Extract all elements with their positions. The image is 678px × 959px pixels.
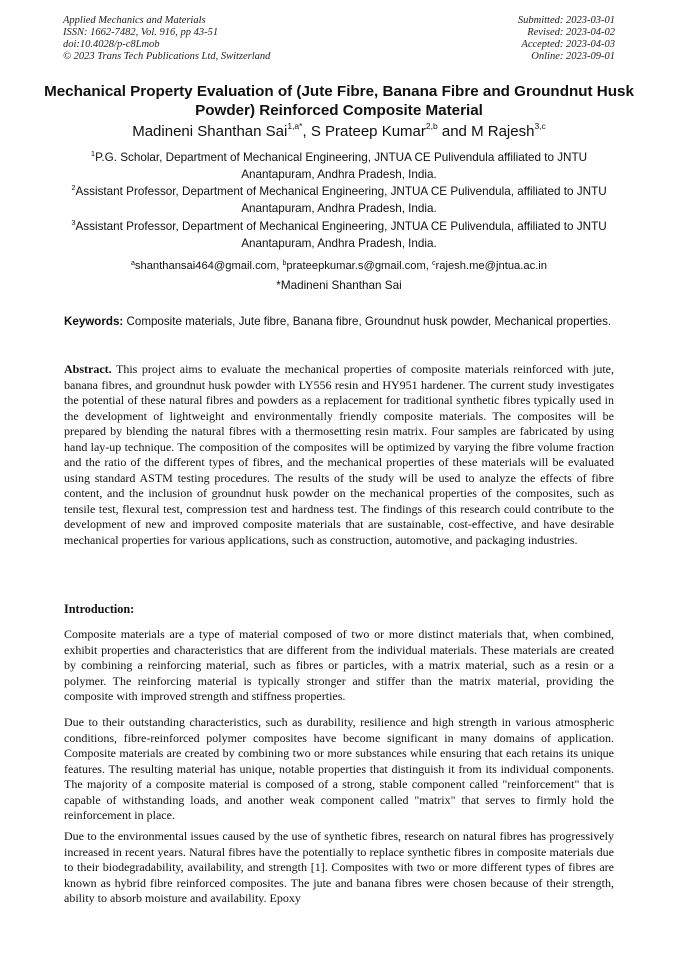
keywords-paragraph <box>64 314 614 330</box>
accepted-date: Accepted: 2023-04-03 <box>521 39 615 50</box>
author-separator: , <box>302 123 311 140</box>
author-2-marker: 2,b <box>425 121 438 131</box>
author-1-name: Madineni Shanthan Sai <box>132 123 288 140</box>
revised-date: Revised: 2023-04-02 <box>527 27 615 38</box>
intro-paragraph-3: Due to the environmental issues caused by the use of synthetic fibres, research on natural fibres has progressively increased in recent years. Natural fibres have the potentially to replace synthetic fibres in composite materials due to their biodegradability, availability, and strength [1]. Composites with two or more different types of fibres are known as hybrid fibre reinforced composites. The jute and banana fibres were chosen because of their strength, ability to absorb moisture and availability. Epoxy <box>64 829 614 905</box>
affiliation-3 <box>64 219 614 252</box>
affiliation-text: Assistant Professor, Department of Mechanical Engineering, JNTUA CE Pulivendula, affiliated to JNTU Anantapuram, Andhra Pradesh, India. <box>75 220 607 250</box>
abstract-text: This project aims to evaluate the mechanical properties of composite materials reinforced with jute, banana fibres, and groundnut husk powder with LY556 resin and HY951 hardener. The current study investigates the potential of these natural fibres and powders as a replacement for traditional synthetic fibres typically used in the development of lightweight and environmentally friendly composite materials. The composites will be prepared by blending the natural fibres with a thermosetting resin matrix. Four samples are fabricated by using hand lay-up technique. The composition of the composites will be optimized by varying the fibre volume fraction and the ratio of the different types of fibres, and the mechanical properties of these materials will be evaluated using standard ASTM testing procedures. The results of the study will be used to analyze the effects of fibre content, and the inclusion of groundnut husk powder on the mechanical properties of the composites, such as tensile test, flexural test, compression test and hardness test. The findings of this research could contribute to the development of new and improved composite materials that are sustainable, cost-effective, and have desirable mechanical properties for various applications, such as construction, automotive, and packaging industries. <box>64 362 614 547</box>
corresponding-author: *Madineni Shanthan Sai <box>276 279 402 292</box>
keywords-text: Composite materials, Jute fibre, Banana fibre, Groundnut husk powder, Mechanical properties. <box>123 315 612 328</box>
intro-paragraph-1: Composite materials are a type of material composed of two or more distinct materials that, when combined, exhibit properties and characteristics that are different from the individual materials. These materials are created by combining a reinforcing material, such as fibres or particles, with a matrix material, such as a resin or a polymer. The reinforcing material is typically stronger and stiffer than the matrix material, providing the composite with improved strength and stiffness properties. <box>64 627 614 703</box>
abstract-label: Abstract. <box>64 362 112 376</box>
doi-line[interactable]: doi:10.4028/p-c8Lmob <box>63 39 160 50</box>
affiliation-2 <box>64 184 614 217</box>
affiliation-text: P.G. Scholar, Department of Mechanical Engineering, JNTUA CE Pulivendula affiliated to JNTU Anantapuram, Andhra Pradesh, India. <box>95 151 588 181</box>
submitted-date: Submitted: 2023-03-01 <box>517 15 615 26</box>
abstract-paragraph <box>64 362 614 548</box>
author-2-name: S Prateep Kumar <box>310 123 426 140</box>
author-3-name: M Rajesh <box>471 123 535 140</box>
email-marker: c <box>432 260 436 267</box>
issn-line: ISSN: 1662-7482, Vol. 916, pp 43-51 <box>63 27 219 38</box>
affiliation-1 <box>64 150 614 183</box>
author-list <box>40 122 638 142</box>
online-date: Online: 2023-09-01 <box>531 51 615 62</box>
journal-name: Applied Mechanics and Materials <box>63 15 206 26</box>
affiliation-text: Assistant Professor, Department of Mechanical Engineering, JNTUA CE Pulivendula, affiliated to JNTU Anantapuram, Andhra Pradesh, India. <box>75 185 607 215</box>
publication-dates <box>518 15 615 63</box>
section-heading-introduction: Introduction: <box>64 602 135 616</box>
affiliation-number: 1 <box>90 149 96 158</box>
email-b[interactable]: prateepkumar.s@gmail.com, <box>286 260 433 272</box>
journal-info <box>63 15 270 63</box>
email-a[interactable]: shanthansai464@gmail.com, <box>134 260 283 272</box>
affiliation-number: 2 <box>71 183 76 192</box>
affiliation-number: 3 <box>71 218 76 227</box>
author-separator: and <box>437 123 472 140</box>
paper-title: Mechanical Property Evaluation of (Jute Fibre, Banana Fibre and Groundnut Husk Powder) Reinforced Composite Material <box>44 83 634 119</box>
author-1-marker: 1,a* <box>287 121 303 131</box>
email-c[interactable]: rajesh.me@jntua.ac.in <box>435 260 548 272</box>
email-marker: a <box>130 260 135 267</box>
copyright-line: © 2023 Trans Tech Publications Ltd, Switzerland <box>63 51 271 62</box>
email-marker: b <box>282 260 287 267</box>
author-3-marker: 3,c <box>534 121 546 131</box>
intro-paragraph-2: Due to their outstanding characteristics, such as durability, resilience and high strength in various atmospheric conditions, fibre-reinforced polymer composites have become significant in many domains of application. Composite materials are created by combining two or more substances while ensuring that each retains its unique features. The resulting material has unique, notable properties that distinguish it from its individual components. The majority of a composite material is composed of a strong, stable component called "reinforcement" that is capable of withstanding loads, and another weak component called "matrix" that serves to firmly hold the reinforcement in place. <box>64 715 614 822</box>
email-list <box>64 258 614 274</box>
keywords-label: Keywords: <box>64 315 124 328</box>
